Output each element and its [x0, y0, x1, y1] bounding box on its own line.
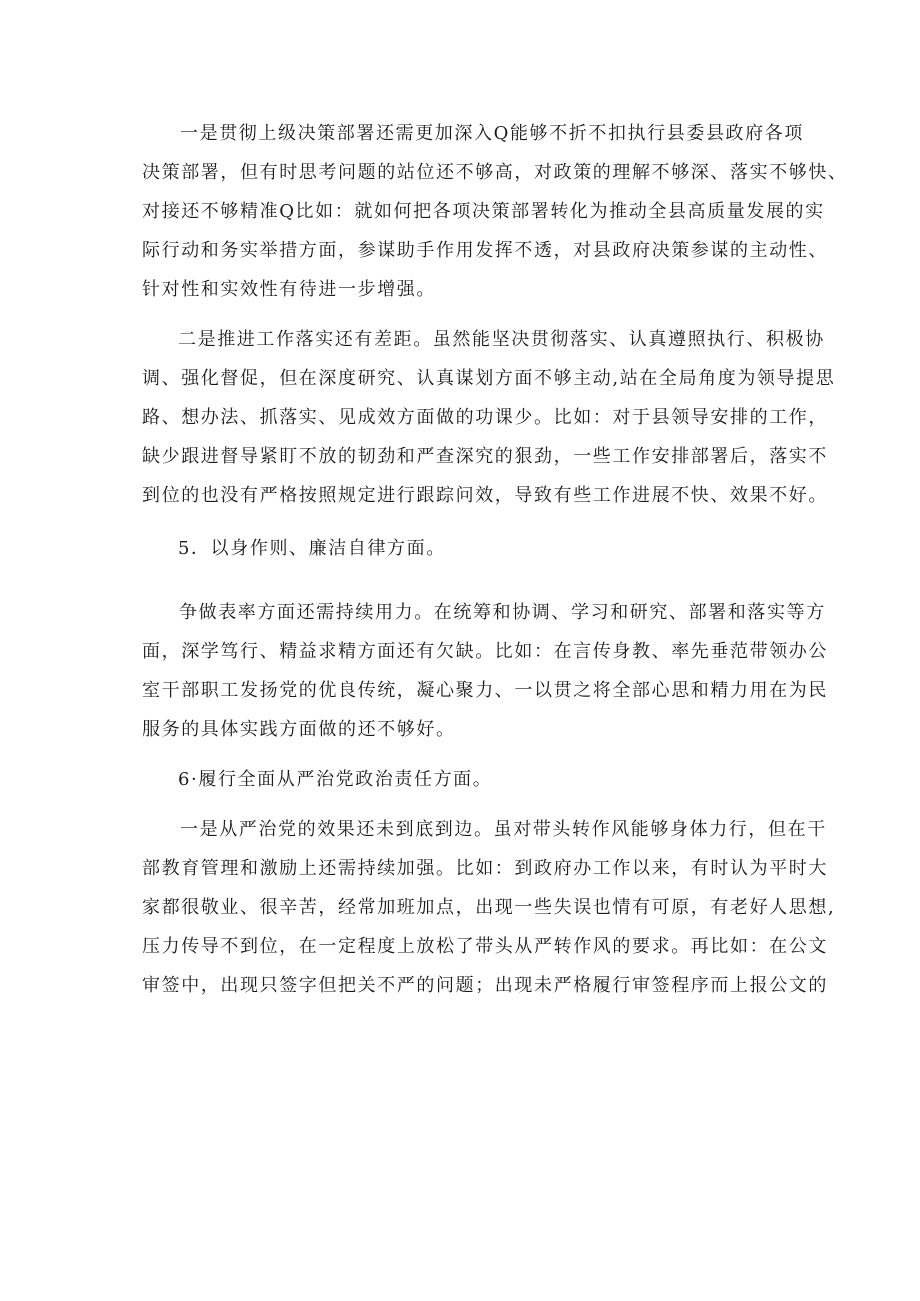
text-line: 面，深学笃行、精益求精方面还有欠缺。比如：在言传身教、率先垂范带领办公: [142, 641, 828, 662]
section-heading: 6·履行全面从严治党政治责任方面。: [178, 769, 493, 790]
paragraph-party-governance: [142, 810, 836, 1005]
text-line: 家都很敬业、很辛苦，经常加班加点，出现一些失误也情有可原，有老好人思想,: [142, 897, 836, 918]
text-line: 一是贯彻上级决策部署还需更加深入Q能够不折不扣执行县委县政府各项: [180, 123, 804, 144]
text-line: 决策部署，但有时思考问题的站位还不够高，对政策的理解不够深、落实不够快、: [142, 162, 848, 183]
text-line: 室干部职工发扬党的优良传统，凝心聚力、一以贯之将全部心思和精力用在为民: [142, 680, 828, 701]
text-line: 到位的也没有严格按照规定进行跟踪问效，导致有些工作进展不快、效果不好。: [142, 485, 828, 506]
text-line: 压力传导不到位，在一定程度上放松了带头从严转作风的要求。再比如：在公文: [142, 936, 828, 957]
text-line: 调、强化督促，但在深度研究、认真谋划方面不够主动,站在全局角度为领导提思: [142, 368, 836, 389]
text-line: 缺少跟进督导紧盯不放的韧劲和严查深究的狠劲，一些工作安排部署后，落实不: [142, 446, 828, 467]
paragraph-policy-implementation: [142, 114, 848, 309]
text-line: 服务的具体实践方面做的还不够好。: [142, 719, 456, 740]
text-line: 部教育管理和激励上还需持续加强。比如：到政府办工作以来，有时认为平时大: [142, 858, 828, 879]
section-heading: 5．以身作则、廉洁自律方面。: [178, 538, 446, 559]
text-line: 审签中，出现只签字但把关不严的问题；出现未严格履行审签程序而上报公文的: [142, 975, 828, 996]
paragraph-work-implementation: [142, 320, 836, 515]
text-line: 路、想办法、抓落实、见成效方面做的功课少。比如：对于县领导安排的工作，: [142, 407, 828, 428]
paragraph-setting-example: [142, 593, 828, 749]
text-line: 一是从严治党的效果还未到底到边。虽对带头转作风能够身体力行，但在干: [180, 819, 827, 840]
text-line: 二是推进工作落实还有差距。虽然能坚决贯彻落实、认真遵照执行、积极协: [178, 329, 825, 350]
document-body: [142, 114, 848, 1005]
section-heading-5: [142, 529, 802, 568]
text-line: 针对性和实效性有待进一步增强。: [142, 279, 436, 300]
text-line: 对接还不够精准Q比如：就如何把各项决策部署转化为推动全县高质量发展的实: [142, 201, 825, 222]
text-line: 际行动和务实举措方面，参谋助手作用发挥不透，对县政府决策参谋的主动性、: [142, 240, 828, 261]
text-line: 争做表率方面还需持续用力。在统筹和协调、学习和研究、部署和落实等方: [179, 602, 826, 623]
section-heading-6: [142, 760, 802, 799]
